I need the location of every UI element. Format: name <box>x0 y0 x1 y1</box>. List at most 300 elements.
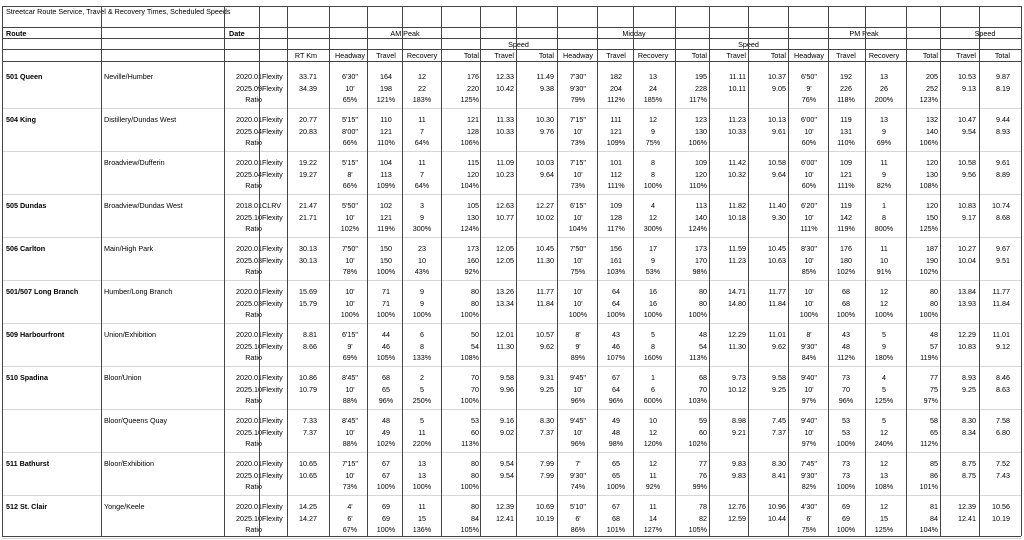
midday-travel-cell: 101% <box>606 525 626 534</box>
midday-speed-total-header: Total <box>770 51 786 60</box>
midday-total-cell: 60 <box>699 427 707 437</box>
route-segment: Yonge/Keele <box>104 502 145 511</box>
pm-speed-total-cell: 8.63 <box>996 384 1010 394</box>
am-recovery-cell: 250% <box>412 396 432 405</box>
am-recovery-cell: 3 <box>420 201 424 210</box>
pm-travel-cell: 68 <box>842 298 850 308</box>
midday-speed-total-cell: 8.30 <box>772 459 786 468</box>
pm-headway-cell: 6'00" <box>801 115 817 124</box>
am-total-cell: 50 <box>471 330 479 339</box>
am-speed-travel-cell: 9.54 <box>500 470 514 480</box>
pm-total-cell: 106% <box>919 138 938 147</box>
am-recovery-cell: 9 <box>420 212 424 222</box>
column-divider <box>2 6 3 536</box>
pm-recovery-cell: 12 <box>880 502 888 511</box>
midday-recovery-cell: 127% <box>643 525 663 534</box>
date-cell: 2025.10 <box>236 427 262 437</box>
midday-headway-cell: 9'30" <box>570 470 586 480</box>
am-travel-cell: 113 <box>380 169 392 179</box>
pm-total-cell: 58 <box>930 416 938 425</box>
pm-recovery-cell: 91% <box>876 267 892 276</box>
midday-recovery-cell: 75% <box>645 138 661 147</box>
pm-travel-cell: 102% <box>836 267 856 276</box>
midday-total-cell: 59 <box>699 416 707 425</box>
midday-total-cell: 98% <box>692 267 707 276</box>
date-cell: 2020.01 <box>236 459 262 468</box>
route-name: 506 Carlton <box>6 244 46 253</box>
midday-total-cell: 100% <box>688 310 707 319</box>
pm-headway-cell: 97% <box>801 396 817 405</box>
pm-headway-cell: 4'30" <box>801 502 817 511</box>
midday-speed-travel-cell: 14.71 <box>728 287 746 296</box>
pm-travel-cell: 118% <box>837 95 855 104</box>
date-cell: 2020.01 <box>236 287 262 296</box>
am-headway-header: Headway <box>335 51 365 60</box>
am-recovery-cell: 11 <box>418 502 426 511</box>
midday-recovery-cell: 100% <box>643 181 663 190</box>
column-divider <box>367 6 368 536</box>
midday-recovery-cell: 12 <box>649 115 657 124</box>
midday-total-cell: 80 <box>699 287 707 296</box>
am-total-cell: 125% <box>460 95 479 104</box>
vehicle-cell: Flexity <box>262 470 283 480</box>
pm-headway-cell: 9'40" <box>801 373 817 382</box>
midday-travel-cell: 161 <box>610 255 622 265</box>
pm-speed-travel-cell: 9.13 <box>962 83 976 93</box>
vehicle-cell: Flexity <box>262 158 283 167</box>
pm-travel-cell: 119 <box>840 201 852 210</box>
midday-travel-cell: 96% <box>608 396 624 405</box>
midday-travel-cell: 49 <box>612 416 620 425</box>
midday-recovery-cell: 24 <box>649 83 657 93</box>
am-travel-cell: 71 <box>382 298 390 308</box>
rt-km-cell: 20.77 <box>299 115 317 124</box>
midday-total-cell: 170 <box>695 255 707 265</box>
midday-headway-cell: 9'45" <box>570 373 586 382</box>
midday-speed-total-cell: 11.01 <box>768 330 786 339</box>
midday-travel-cell: 100% <box>606 482 626 491</box>
midday-speed-total-cell: 10.44 <box>768 513 786 523</box>
midday-travel-cell: 43 <box>612 330 620 339</box>
row-divider <box>2 38 1021 39</box>
pm-speed-travel-cell: 12.29 <box>958 330 976 339</box>
am-headway-cell: 10' <box>345 427 355 437</box>
pm-travel-cell: 110% <box>837 138 855 147</box>
pm-speed-travel-cell: 12.39 <box>958 502 976 511</box>
group-divider <box>2 452 1021 453</box>
midday-speed-total-cell: 10.58 <box>768 158 786 167</box>
am-travel-cell: 105% <box>376 353 396 362</box>
date-cell: 2020.01 <box>236 158 262 167</box>
pm-recovery-cell: 9 <box>882 169 886 179</box>
midday-total-cell: 228 <box>695 83 707 93</box>
pm-travel-cell: 180 <box>840 255 852 265</box>
column-divider <box>788 6 789 536</box>
am-total-cell: 160 <box>467 255 479 265</box>
midday-total-cell: 113% <box>689 353 707 362</box>
midday-headway-cell: 96% <box>570 396 586 405</box>
midday-travel-cell: 156 <box>610 244 622 253</box>
column-divider <box>402 6 403 536</box>
am-travel-cell: 110 <box>380 115 392 124</box>
midday-speed-total-cell: 11.77 <box>768 287 786 296</box>
am-recovery-cell: 11 <box>418 427 426 437</box>
am-headway-cell: 7'15" <box>342 459 358 468</box>
midday-total-cell: 77 <box>699 459 707 468</box>
am-recovery-cell: 7 <box>420 126 424 136</box>
midday-total-cell: 117% <box>689 95 707 104</box>
am-recovery-cell: 136% <box>412 525 432 534</box>
midday-total-cell: 80 <box>699 298 707 308</box>
am-headway-cell: 78% <box>342 267 358 276</box>
am-travel-cell: 150 <box>380 255 392 265</box>
pm-speed-travel-cell: 13.84 <box>958 287 976 296</box>
midday-recovery-cell: 92% <box>645 482 661 491</box>
pm-speed-total-cell: 7.52 <box>996 459 1010 468</box>
pm-total-cell: 80 <box>930 287 938 296</box>
pm-total-cell: 86 <box>930 470 938 480</box>
am-total-cell: 84 <box>471 513 479 523</box>
am-total-cell: 108% <box>460 353 479 362</box>
midday-total-cell: 70 <box>699 384 707 394</box>
rt-km-cell: 7.33 <box>303 416 317 425</box>
am-speed-travel-cell: 12.39 <box>496 502 514 511</box>
pm-total-cell: 104% <box>919 525 938 534</box>
pm-travel-cell: 69 <box>842 513 850 523</box>
pm-travel-cell: 119% <box>837 224 855 233</box>
midday-travel-cell: 48 <box>612 427 620 437</box>
am-speed-total-cell: 7.37 <box>540 427 554 437</box>
am-travel-cell: 46 <box>382 341 390 351</box>
pm-recovery-cell: 9 <box>882 126 886 136</box>
pm-travel-cell: 131 <box>840 126 852 136</box>
midday-headway-header: Headway <box>563 51 593 60</box>
midday-travel-cell: 121 <box>610 126 622 136</box>
midday-speed-travel-cell: 10.12 <box>728 384 746 394</box>
midday-total-cell: 48 <box>699 330 707 339</box>
pm-recovery-cell: 125% <box>874 396 894 405</box>
route-name: 505 Dundas <box>6 201 47 210</box>
midday-recovery-cell: 185% <box>643 95 663 104</box>
am-speed-travel-cell: 12.05 <box>496 244 514 253</box>
midday-recovery-cell: 1 <box>651 373 655 382</box>
pm-travel-cell: 119 <box>840 115 852 124</box>
midday-travel-cell: 65 <box>612 459 620 468</box>
pm-travel-cell: 112% <box>837 353 855 362</box>
midday-recovery-cell: 53% <box>645 267 661 276</box>
route-segment: Humber/Long Branch <box>104 287 173 296</box>
date-cell: Ratio <box>245 267 262 276</box>
midday-speed-total-cell: 7.37 <box>772 427 786 437</box>
am-travel-cell: 121 <box>380 212 392 222</box>
midday-speed-total-cell: 7.45 <box>772 416 786 425</box>
vehicle-cell: Flexity <box>262 341 283 351</box>
route-name: 510 Spadina <box>6 373 48 382</box>
am-total-cell: 128 <box>467 126 479 136</box>
am-recovery-cell: 7 <box>420 169 424 179</box>
am-travel-cell: 100% <box>376 310 396 319</box>
am-travel-cell: 44 <box>382 330 390 339</box>
midday-headway-cell: 6'15" <box>570 201 586 210</box>
midday-recovery-cell: 8 <box>651 169 655 179</box>
rt-km-cell: 10.65 <box>299 459 317 468</box>
midday-travel-cell: 100% <box>606 310 626 319</box>
midday-headway-cell: 7' <box>575 459 581 468</box>
column-divider <box>259 6 260 536</box>
pm-speed-total-cell: 11.01 <box>992 330 1010 339</box>
rt-km-cell: 33.71 <box>299 72 317 81</box>
pm-travel-cell: 73 <box>842 373 850 382</box>
am-speed-total-cell: 7.99 <box>540 459 554 468</box>
pm-travel-cell: 121 <box>840 169 852 179</box>
route-segment: Broadview/Dufferin <box>104 158 165 167</box>
am-headway-cell: 5'15" <box>342 158 358 167</box>
pm-recovery-cell: 11 <box>880 244 888 253</box>
date-cell: 2025.10 <box>236 384 262 394</box>
pm-speed-total-cell: 9.67 <box>996 244 1010 253</box>
column-divider <box>906 6 907 536</box>
pm-travel-cell: 109 <box>840 158 852 167</box>
midday-headway-cell: 104% <box>568 224 588 233</box>
pm-recovery-cell: 108% <box>874 482 894 491</box>
am-speed-total-cell: 9.38 <box>540 83 554 93</box>
rt-km-cell: 10.65 <box>299 470 317 480</box>
pm-speed-travel-cell: 8.30 <box>962 416 976 425</box>
pm-recovery-cell: 180% <box>874 353 894 362</box>
midday-total-cell: 113 <box>695 201 707 210</box>
am-speed-total-cell: 10.30 <box>536 115 554 124</box>
midday-total-cell: 109 <box>695 158 707 167</box>
date-cell: Ratio <box>245 95 262 104</box>
column-divider <box>709 6 710 536</box>
pm-headway-header: Headway <box>794 51 824 60</box>
pm-recovery-cell: 800% <box>874 224 894 233</box>
pm-speed-total-cell: 6.80 <box>996 427 1010 437</box>
date-cell: 2025.03 <box>236 255 262 265</box>
vehicle-cell: Flexity <box>262 459 283 468</box>
date-cell: 2020.01 <box>236 72 262 81</box>
pm-headway-cell: 9'40" <box>801 416 817 425</box>
pm-recovery-header: Recovery <box>868 51 900 60</box>
pm-total-cell: 190 <box>926 255 938 265</box>
rt-km-cell: 8.81 <box>303 330 317 339</box>
pm-headway-cell: 10' <box>804 255 814 265</box>
route-segment: Distillery/Dundas West <box>104 115 177 124</box>
route-name: 504 King <box>6 115 36 124</box>
date-cell: 2020.01 <box>236 115 262 124</box>
am-travel-cell: 96% <box>378 396 394 405</box>
vehicle-cell: Flexity <box>262 427 283 437</box>
pm-speed-total-cell: 9.87 <box>996 72 1010 81</box>
pm-speed-total-cell: 9.51 <box>996 255 1010 265</box>
midday-speed-total-cell: 9.30 <box>772 212 786 222</box>
am-total-cell: 113% <box>461 439 479 448</box>
midday-travel-cell: 64 <box>612 298 620 308</box>
am-speed-travel-cell: 9.58 <box>500 373 514 382</box>
group-divider <box>2 280 1021 281</box>
midday-total-cell: 106% <box>688 138 707 147</box>
am-recovery-cell: 12 <box>418 72 426 81</box>
am-headway-cell: 5'15" <box>342 115 358 124</box>
pm-total-cell: 187 <box>926 244 938 253</box>
vehicle-cell: Flexity <box>262 126 283 136</box>
midday-speed-travel-cell: 12.29 <box>728 330 746 339</box>
midday-total-cell: 99% <box>692 482 707 491</box>
date-header: Date <box>229 29 245 38</box>
pm-travel-cell: 68 <box>842 287 850 296</box>
pm-total-cell: 132 <box>926 115 938 124</box>
pm-speed-travel-cell: 8.93 <box>962 373 976 382</box>
group-divider <box>2 108 1021 109</box>
am-recovery-cell: 10 <box>418 255 426 265</box>
midday-headway-cell: 73% <box>570 181 586 190</box>
date-cell: Ratio <box>245 439 262 448</box>
pm-travel-cell: 73 <box>842 459 850 468</box>
midday-total-cell: 78 <box>699 502 707 511</box>
midday-total-cell: 195 <box>695 72 707 81</box>
am-headway-cell: 10' <box>345 384 355 394</box>
pm-speed-total-cell: 10.19 <box>992 513 1010 523</box>
pm-speed-travel-cell: 10.83 <box>958 201 976 210</box>
am-headway-cell: 65% <box>342 95 358 104</box>
am-headway-cell: 10' <box>345 298 355 308</box>
midday-travel-cell: 101 <box>610 158 622 167</box>
midday-speed-travel-cell: 11.30 <box>728 341 746 351</box>
midday-travel-cell: 117% <box>607 224 625 233</box>
am-travel-cell: 102% <box>376 439 396 448</box>
pm-headway-cell: 85% <box>801 267 817 276</box>
vehicle-cell: Flexity <box>262 373 283 382</box>
date-cell: 2018.01 <box>236 201 262 210</box>
am-headway-cell: 6'15" <box>342 330 358 339</box>
am-travel-cell: 69 <box>382 502 390 511</box>
column-divider <box>865 6 866 536</box>
am-recovery-cell: 64% <box>414 181 430 190</box>
date-cell: Ratio <box>245 396 262 405</box>
group-divider <box>2 366 1021 367</box>
midday-total-cell: 173 <box>695 244 707 253</box>
midday-travel-cell: 67 <box>612 373 620 382</box>
pm-headway-cell: 60% <box>801 138 817 147</box>
am-peak-header: AM Peak <box>390 29 420 38</box>
am-travel-header: Travel <box>376 51 396 60</box>
midday-total-cell: 82 <box>699 513 707 523</box>
group-divider <box>2 323 1021 324</box>
pm-travel-cell: 69 <box>842 502 850 511</box>
pm-headway-cell: 10' <box>804 384 814 394</box>
am-travel-cell: 102 <box>380 201 392 210</box>
am-total-cell: 124% <box>460 224 479 233</box>
pm-total-cell: 119% <box>920 353 938 362</box>
midday-speed-total-cell: 10.96 <box>768 502 786 511</box>
pm-speed-total-cell: 8.89 <box>996 169 1010 179</box>
row-divider <box>2 536 1021 537</box>
am-headway-cell: 88% <box>342 439 358 448</box>
am-headway-cell: 10' <box>345 255 355 265</box>
am-total-cell: 104% <box>460 181 479 190</box>
midday-travel-cell: 107% <box>606 353 626 362</box>
pm-speed-total-header: Total <box>994 51 1010 60</box>
pm-speed-travel-cell: 8.34 <box>962 427 976 437</box>
date-cell: Ratio <box>245 224 262 233</box>
pm-travel-cell: 100% <box>836 439 856 448</box>
midday-recovery-cell: 9 <box>651 126 655 136</box>
am-travel-cell: 150 <box>380 244 392 253</box>
midday-total-cell: 124% <box>688 224 707 233</box>
midday-travel-cell: 65 <box>612 470 620 480</box>
pm-total-cell: 65 <box>930 427 938 437</box>
vehicle-cell: Flexity <box>262 298 283 308</box>
pm-recovery-cell: 13 <box>880 115 888 124</box>
pm-speed-travel-cell: 9.56 <box>962 169 976 179</box>
am-speed-total-cell: 10.57 <box>536 330 554 339</box>
midday-headway-cell: 7'30" <box>570 72 586 81</box>
am-speed-total-cell: 9.64 <box>540 169 554 179</box>
am-recovery-cell: 5 <box>420 416 424 425</box>
row-divider <box>2 6 1021 7</box>
midday-recovery-cell: 300% <box>643 224 663 233</box>
date-cell: 2025.09 <box>236 83 262 93</box>
pm-total-cell: 252 <box>926 83 938 93</box>
midday-total-cell: 76 <box>699 470 707 480</box>
am-travel-cell: 48 <box>382 416 390 425</box>
midday-travel-cell: 98% <box>608 439 624 448</box>
row-divider <box>2 49 1021 50</box>
date-cell: 2025.10 <box>236 341 262 351</box>
pm-speed-travel-cell: 9.25 <box>962 384 976 394</box>
group-divider <box>2 237 1021 238</box>
pm-travel-cell: 192 <box>840 72 852 81</box>
am-travel-cell: 198 <box>380 83 392 93</box>
date-cell: 2020.01 <box>236 416 262 425</box>
am-speed-total-cell: 10.45 <box>536 244 554 253</box>
pm-recovery-cell: 1 <box>882 201 886 210</box>
midday-travel-cell: 67 <box>612 502 620 511</box>
date-cell: 2020.01 <box>236 244 262 253</box>
midday-recovery-cell: 600% <box>643 396 663 405</box>
rt-km-cell: 7.37 <box>303 427 317 437</box>
sheet-title: Streetcar Route Service, Travel & Recovery Times, Scheduled Speeds <box>6 7 231 16</box>
am-speed-travel-cell: 11.09 <box>496 158 514 167</box>
am-headway-cell: 7'50" <box>342 244 358 253</box>
pm-recovery-cell: 5 <box>882 416 886 425</box>
pm-recovery-cell: 12 <box>880 427 888 437</box>
route-segment: Union/Exhibition <box>104 330 156 339</box>
midday-headway-cell: 89% <box>570 353 586 362</box>
pm-speed-travel-cell: 9.17 <box>962 212 976 222</box>
am-speed-travel-cell: 12.33 <box>496 72 514 81</box>
pm-recovery-cell: 240% <box>874 439 894 448</box>
pm-travel-header: Travel <box>836 51 856 60</box>
pm-speed-total-cell: 9.12 <box>996 341 1010 351</box>
am-headway-cell: 69% <box>342 353 358 362</box>
pm-headway-cell: 76% <box>801 95 817 104</box>
rt-km-cell: 19.27 <box>299 169 317 179</box>
am-speed-travel-cell: 13.34 <box>496 298 514 308</box>
am-headway-cell: 8'45" <box>342 416 358 425</box>
midday-travel-cell: 68 <box>612 513 620 523</box>
am-speed-total-cell: 11.49 <box>536 72 554 81</box>
am-recovery-header: Recovery <box>406 51 438 60</box>
pm-headway-cell: 111% <box>800 224 818 233</box>
group-divider <box>2 538 1021 539</box>
am-headway-cell: 88% <box>342 396 358 405</box>
pm-travel-cell: 100% <box>836 482 856 491</box>
column-divider <box>940 6 941 536</box>
pm-speed-total-cell: 7.43 <box>996 470 1010 480</box>
vehicle-cell: Flexity <box>262 287 283 296</box>
midday-total-cell: 123 <box>695 115 707 124</box>
